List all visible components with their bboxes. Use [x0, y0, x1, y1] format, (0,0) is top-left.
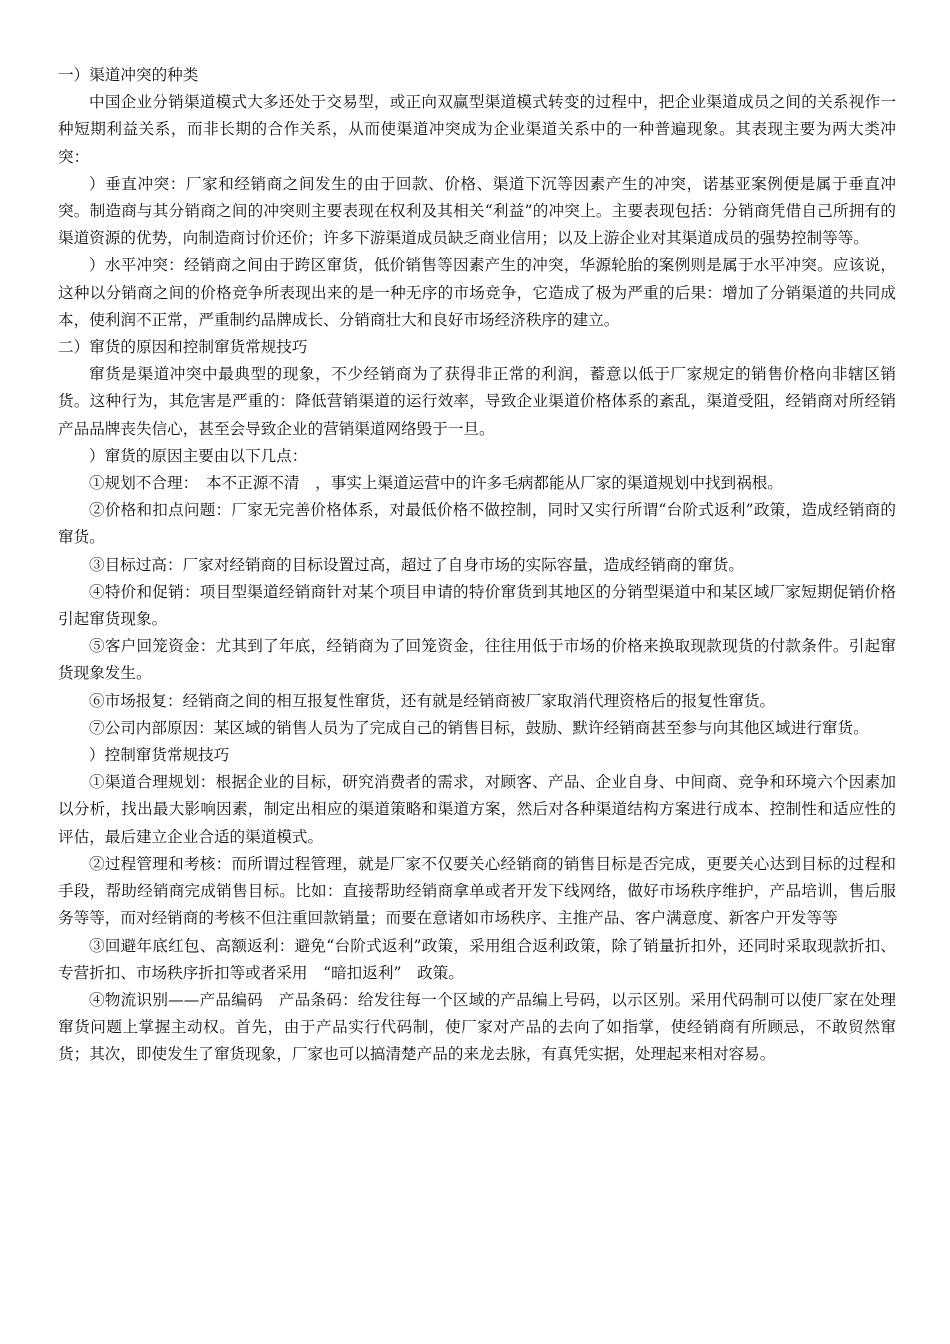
list-item-cause: ⑤客户回笼资金：尤其到了年底，经销商为了回笼资金，往往用低于市场的价格来换取现款现货的付款条件。引起窜货现象发生。 — [58, 637, 896, 683]
list-item-cause: ⑥市场报复：经销商之间的相互报复性窜货，还有就是经销商被厂家取消代理资格后的报复性窜货。 — [89, 691, 776, 710]
subheading-control-techniques: ）控制窜货常规技巧 — [89, 746, 230, 765]
paragraph-cross-selling-intro: 窜货是渠道冲突中最典型的现象，不少经销商为了获得非正常的利润，蓄意以低于厂家规定的销售价格向非辖区销货。这种行为，其危害是严重的：降低营销渠道的运行效率，导致企业渠道价格体系的紊乱，渠道受阻，经销商对所经销产品品牌丧失信心，甚至会导致企业的营销渠道网络毁于一旦。 — [58, 365, 896, 438]
list-item-cause: ②价格和扣点问题：厂家无完善价格体系，对最低价格不做控制，同时又实行所谓“台阶式返利”政策，造成经销商的窜货。 — [58, 501, 896, 547]
paragraph-intro: 中国企业分销渠道模式大多还处于交易型，或正向双赢型渠道模式转变的过程中，把企业渠道成员之间的关系视作一种短期利益关系，而非长期的合作关系，从而使渠道冲突成为企业渠道关系中的一种普遍现象。其表现主要为两大类冲突： — [58, 93, 896, 166]
list-item-control: ④物流识别——产品编码 产品条码：给发往每一个区域的产品编上号码，以示区别。采用代码制可以使厂家在处理窜货问题上掌握主动权。首先，由于产品实行代码制，使厂家对产品的去向了如指掌，使经销商有所顾忌，不敢贸然窜货；其次，即使发生了窜货现象，厂家也可以搞清楚产品的来龙去脉，有真凭实据，处理起来相对容易。 — [58, 990, 896, 1064]
list-item-cause: ⑦公司内部原因：某区域的销售人员为了完成自己的销售目标，鼓励、默许经销商甚至参与向其他区域进行窜货。 — [89, 718, 869, 737]
section-heading-cross-selling: 二）窜货的原因和控制窜货常规技巧 — [58, 338, 308, 357]
subheading-causes: ）窜货的原因主要由以下几点： — [89, 446, 308, 465]
list-item-control: ③回避年底红包、高额返利：避免“台阶式返利”政策，采用组合返利政策，除了销量折扣外，还同时采取现款折扣、专营折扣、市场秩序折扣等或者采用 “暗扣返利” 政策。 — [58, 936, 896, 982]
list-item-cause: ①规划不合理： 本不正源不清 ，事实上渠道运营中的许多毛病都能从厂家的渠道规划中找到祸根。 — [89, 474, 783, 493]
section-heading-channel-conflict-types: 一）渠道冲突的种类 — [58, 66, 199, 84]
list-item-control: ②过程管理和考核：而所谓过程管理，就是厂家不仅要关心经销商的销售目标是否完成，更要关心达到目标的过程和手段，帮助经销商完成销售目标。比如：直接帮助经销商拿单或者开发下线网络，做好市场秩序维护，产品培训，售后服务等等，而对经销商的考核不但注重回款销量；而要在意诸如市场秩序、主推产品、客户满意度、新客户开发等等 — [58, 854, 896, 928]
list-item-cause: ④特价和促销：项目型渠道经销商针对某个项目申请的特价窜货到其地区的分销型渠道中和某区域厂家短期促销价格引起窜货现象。 — [58, 582, 896, 629]
paragraph-vertical-conflict: ）垂直冲突：厂家和经销商之间发生的由于回款、价格、渠道下沉等因素产生的冲突，诺基亚案例便是属于垂直冲突。制造商与其分销商之间的冲突则主要表现在权利及其相关“利益”的冲突上。主要表现包括：分销商凭借自己所拥有的渠道资源的优势，向制造商讨价还价；许多下游渠道成员缺乏商业信用；以及上游企业对其渠道成员的强势控制等等。 — [58, 174, 896, 248]
list-item-control: ①渠道合理规划：根据企业的目标，研究消费者的需求，对顾客、产品、企业自身、中间商、竞争和环境六个因素加以分析，找出最大影响因素，制定出相应的渠道策略和渠道方案，然后对各种渠道结构方案进行成本、控制性和适应性的评估，最后建立企业合适的渠道模式。 — [58, 773, 896, 846]
list-item-cause: ③目标过高：厂家对经销商的目标设置过高，超过了自身市场的实际容量，造成经销商的窜货。 — [89, 555, 744, 574]
paragraph-horizontal-conflict: ）水平冲突：经销商之间由于跨区窜货，低价销售等因素产生的冲突，华源轮胎的案例则是属于水平冲突。应该说，这种以分销商之间的价格竞争所表现出来的是一种无序的市场竞争，它造成了极为严重的后果：增加了分销渠道的共同成本，使利润不正常，严重制约品牌成长、分销商壮大和良好市场经济秩序的建立。 — [58, 256, 896, 329]
document-page — [58, 62, 896, 1069]
